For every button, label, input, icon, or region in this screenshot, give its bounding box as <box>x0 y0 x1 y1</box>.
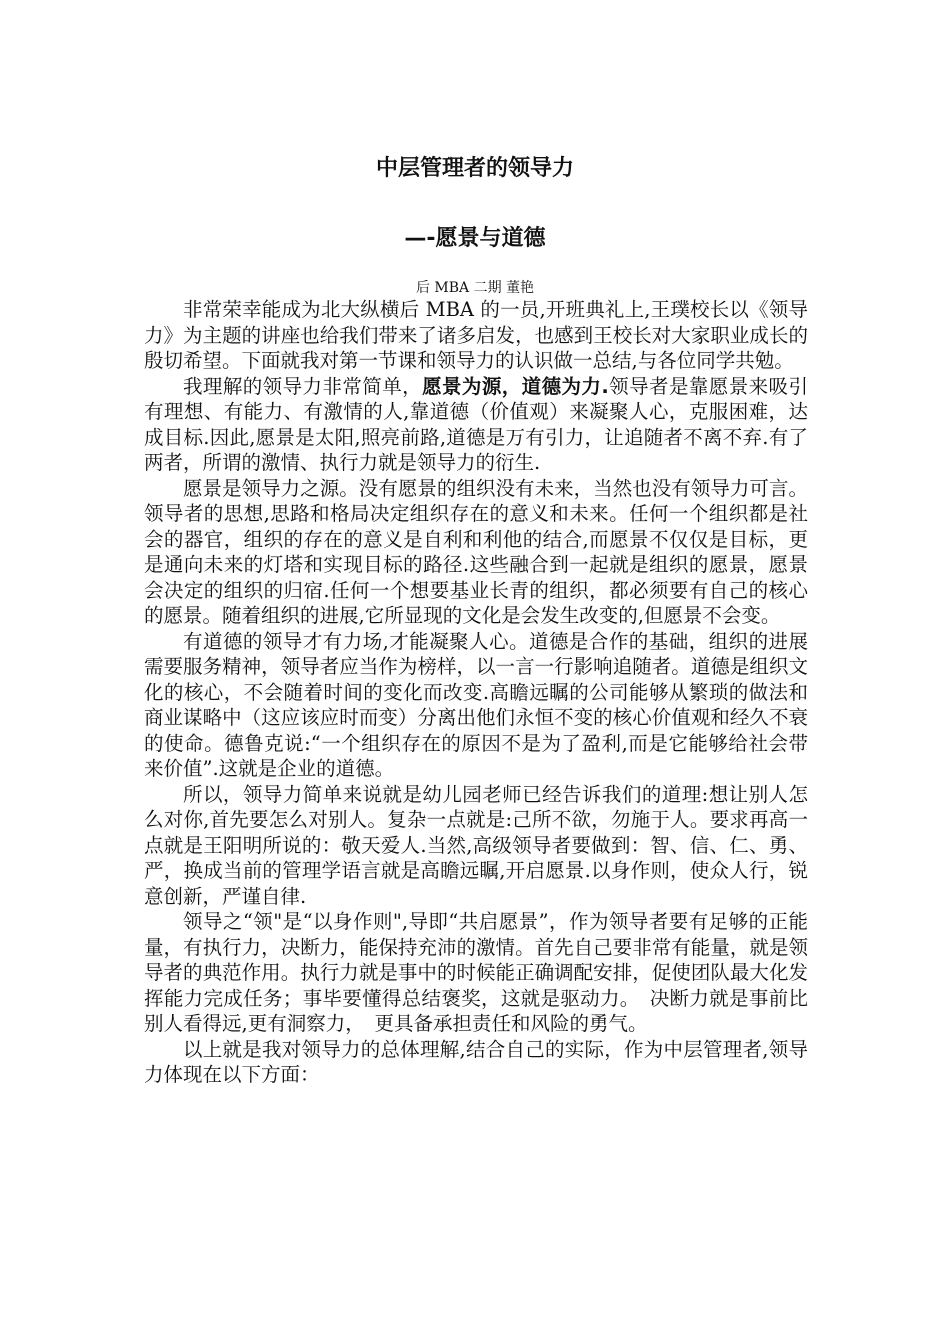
paragraph-core-idea <box>144 374 808 476</box>
paragraph-conclusion: 以上就是我对领导力的总体理解,结合自己的实际，作为中层管理者,领导力体现在以下方面： <box>144 1037 808 1086</box>
core-idea-emphasis: 愿景为源，道德为力. <box>422 374 609 398</box>
document-title: 中层管理者的领导力 <box>375 156 574 181</box>
document-subtitle: —-愿景与道德 <box>404 226 546 251</box>
paragraph-summary-principles: 所以，领导力简单来说就是幼儿园老师已经告诉我们的道理:想让别人怎么对你,首先要怎么对别人。复杂一点就是:己所不欲，勿施于人。要求再高一点就是王阳明所说的：敬天爱人.当然,高级领导者要做到：智、信、仁、勇、严，换成当前的管理学语言就是高瞻远瞩,开启愿景.以身作则，使众人行，锐意创新，严谨自律. <box>144 782 808 908</box>
paragraph-vision: 愿景是领导力之源。没有愿景的组织没有未来，当然也没有领导力可言。领导者的思想,思路和格局决定组织存在的意义和未来。任何一个组织都是社会的器官，组织的存在的意义是自利和利他的结合,而愿景不仅仅是目标，更是通向未来的灯塔和实现目标的路径.这些融合到一起就是组织的愿景，愿景会决定的组织的归宿.任何一个想要基业长青的组织，都必须要有自己的核心的愿景。随着组织的进展,它所显现的文化是会发生改变的,但愿景不会变。 <box>144 476 808 627</box>
author-line: 后 MBA 二期 董艳 <box>415 280 535 296</box>
core-idea-lead: 我理解的领导力非常简单， <box>183 374 423 398</box>
paragraph-intro: 非常荣幸能成为北大纵横后 MBA 的一员,开班典礼上,王璞校长以《领导力》为主题的讲座也给我们带来了诸多启发，也感到王校长对大家职业成长的殷切希望。下面就我对第一节课和领导力的认识做一总结,与各位同学共勉。 <box>144 298 808 372</box>
paragraph-leading: 领导之“领"是“以身作则",导即“共启愿景”，作为领导者要有足够的正能量，有执行力，决断力，能保持充沛的激情。首先自己要非常有能量，就是领导者的典范作用。执行力就是事中的时候能正确调配安排，促使团队最大化发挥能力完成任务；事毕要懂得总结褒奖，这就是驱动力。 决断力就是事前比别人看得远,更有洞察力， 更具备承担责任和风险的勇气。 <box>144 910 808 1035</box>
core-idea-rest: 领导者是靠愿景来吸引有理想、有能力、有激情的人,靠道德（价值观）来凝聚人心，克服困难，达成目标.因此,愿景是太阳,照亮前路,道德是万有引力，让追随者不离不弃.有了两者，所谓的激情、执行力就是领导力的衍生. <box>144 374 808 474</box>
paragraph-morality: 有道德的领导才有力场,才能凝聚人心。道德是合作的基础，组织的进展需要服务精神，领导者应当作为榜样，以一言一行影响追随者。道德是组织文化的核心，不会随着时间的变化而改变.高瞻远瞩的公司能够从繁琐的做法和商业谋略中（这应该应时而变）分离出他们永恒不变的核心价值观和经久不衰的使命。德鲁克说:“一个组织存在的原因不是为了盈利,而是它能够给社会带来价值”.这就是企业的道德。 <box>144 629 808 780</box>
document-body <box>144 297 808 1088</box>
